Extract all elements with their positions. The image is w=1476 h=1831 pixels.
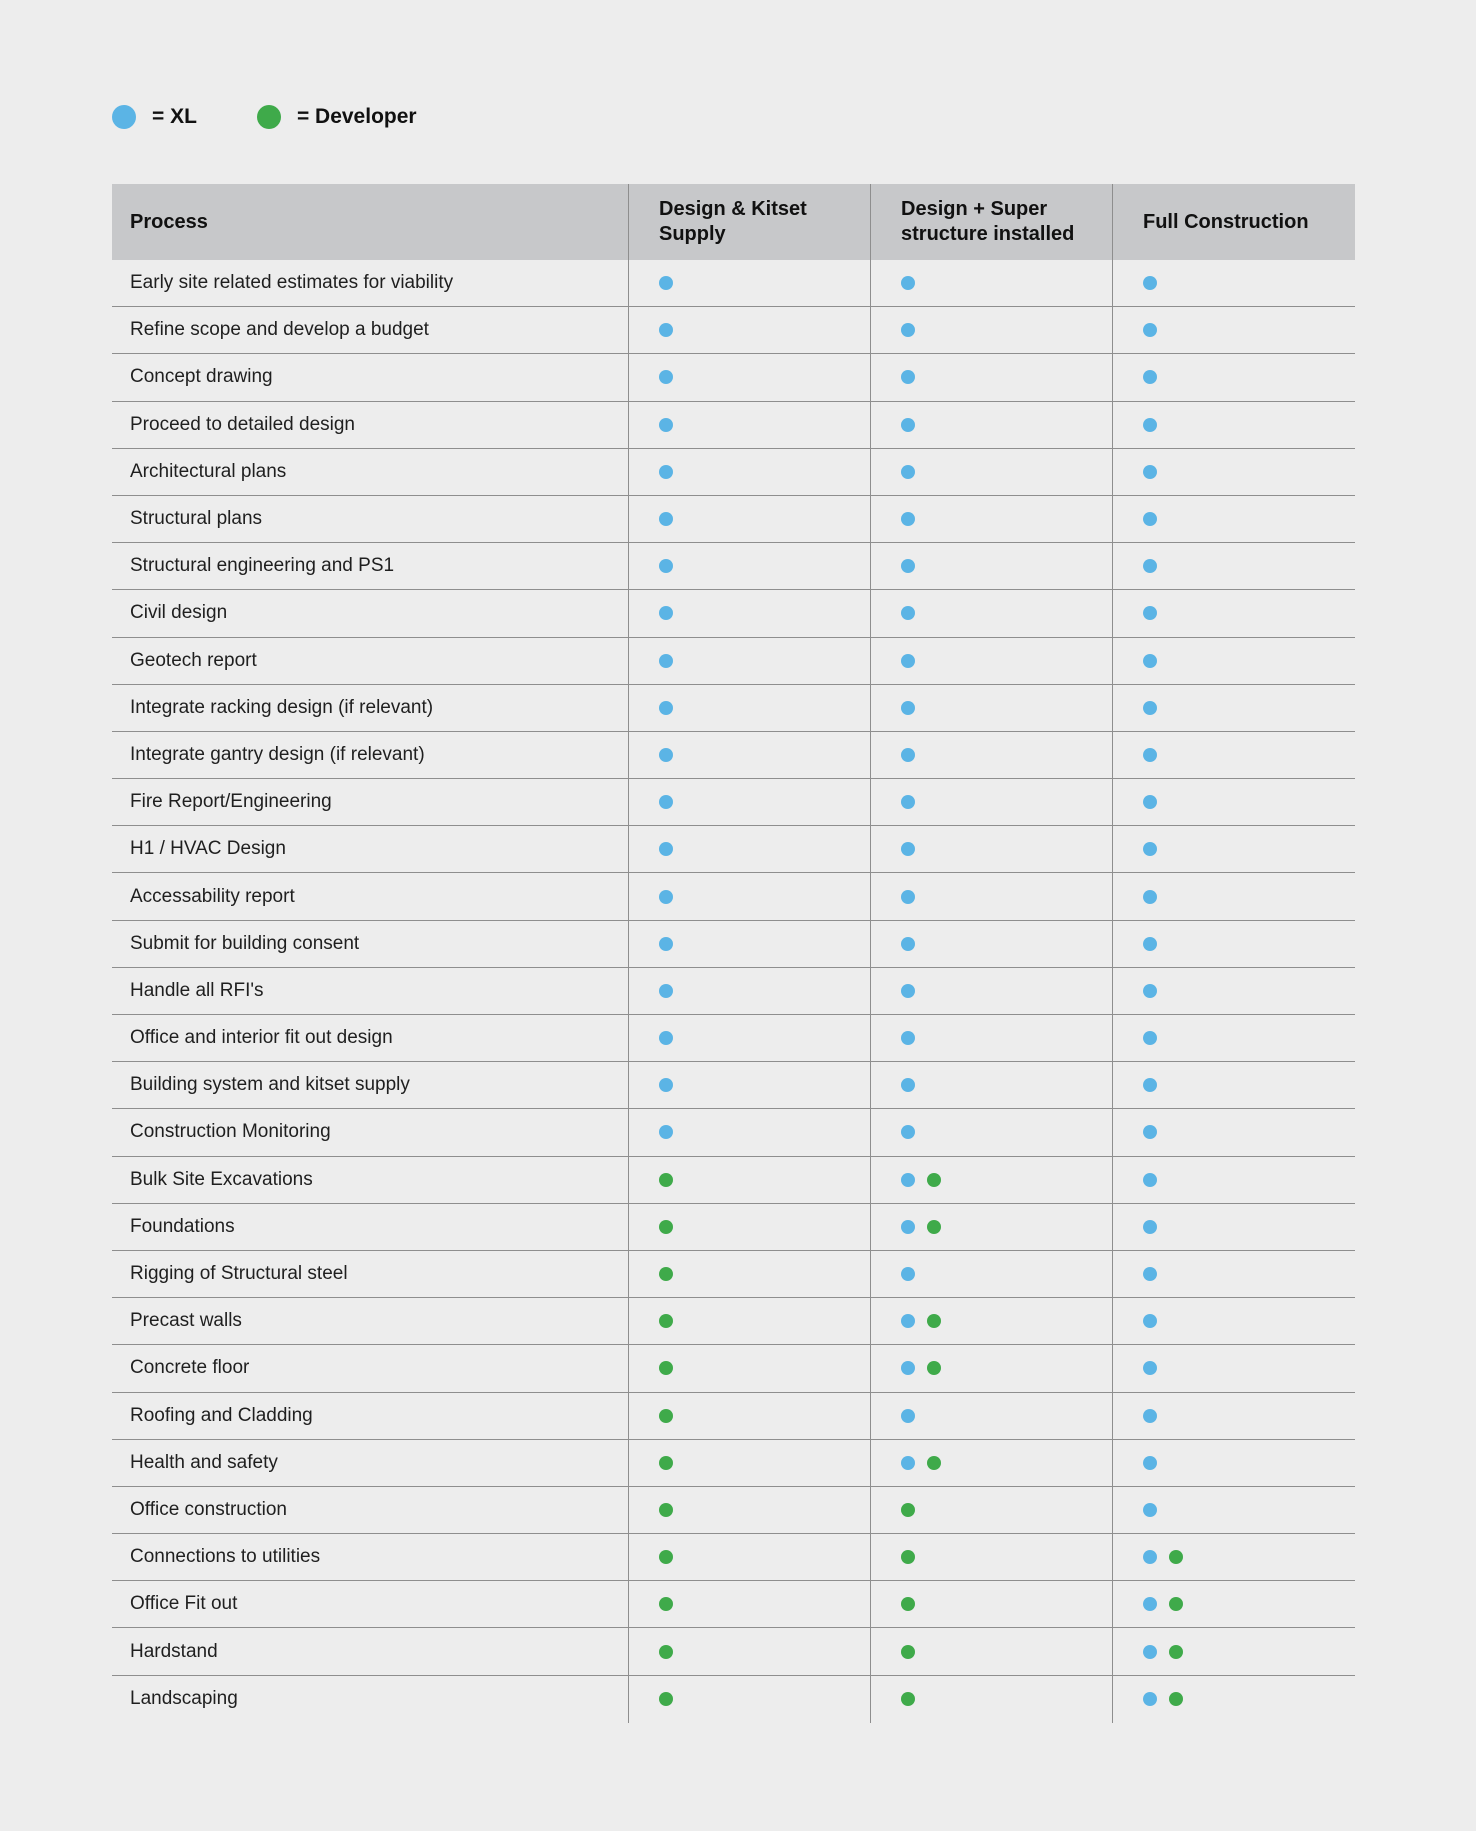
marker-cell: [870, 685, 1112, 731]
blue-dot-icon: [901, 1314, 915, 1328]
legend-label: = Developer: [296, 105, 417, 128]
blue-dot-icon: [659, 1031, 673, 1045]
table-row: [112, 779, 1355, 826]
table-row: [112, 1251, 1355, 1298]
marker-cell: [870, 826, 1112, 872]
blue-dot-icon: [901, 1125, 915, 1139]
marker-cell: [870, 1062, 1112, 1108]
table-row: [112, 1487, 1355, 1534]
blue-dot-icon: [901, 748, 915, 762]
blue-dot-icon: [1143, 1361, 1157, 1375]
marker-cell: [1112, 1204, 1355, 1250]
blue-dot-icon: [659, 606, 673, 620]
blue-dot-icon: [901, 1173, 915, 1187]
marker-cell: [1112, 354, 1355, 400]
process-cell: Architectural plans: [130, 460, 287, 482]
marker-cell: [1112, 1345, 1355, 1391]
marker-cell: [870, 968, 1112, 1014]
process-cell: Structural plans: [130, 508, 263, 530]
marker-cell: [628, 732, 870, 778]
green-dot-icon: [927, 1314, 941, 1328]
green-dot-icon: [257, 105, 281, 129]
process-cell: Construction Monitoring: [130, 1121, 331, 1143]
header-process: Process: [130, 210, 208, 233]
marker-cell: [870, 1157, 1112, 1203]
blue-dot-icon: [1143, 465, 1157, 479]
marker-cell: [628, 307, 870, 353]
green-dot-icon: [901, 1503, 915, 1517]
blue-dot-icon: [1143, 842, 1157, 856]
blue-dot-icon: [901, 1031, 915, 1045]
blue-dot-icon: [659, 937, 673, 951]
green-dot-icon: [659, 1550, 673, 1564]
table-row: [112, 307, 1355, 354]
blue-dot-icon: [659, 984, 673, 998]
green-dot-icon: [1169, 1597, 1183, 1611]
marker-cell: [870, 873, 1112, 919]
marker-cell: [628, 1157, 870, 1203]
marker-cell: [628, 638, 870, 684]
marker-cell: [628, 1345, 870, 1391]
green-dot-icon: [1169, 1692, 1183, 1706]
blue-dot-icon: [901, 370, 915, 384]
blue-dot-icon: [659, 512, 673, 526]
marker-cell: [628, 590, 870, 636]
marker-cell: [870, 1204, 1112, 1250]
process-cell: Office Fit out: [130, 1593, 238, 1615]
table-row: [112, 449, 1355, 496]
marker-cell: [870, 402, 1112, 448]
blue-dot-icon: [901, 512, 915, 526]
table-row: [112, 1345, 1355, 1392]
marker-cell: [1112, 1676, 1355, 1723]
marker-cell: [870, 779, 1112, 825]
blue-dot-icon: [1143, 654, 1157, 668]
marker-cell: [628, 543, 870, 589]
marker-cell: [870, 1015, 1112, 1061]
table-row: [112, 1157, 1355, 1204]
green-dot-icon: [659, 1692, 673, 1706]
marker-cell: [870, 1581, 1112, 1627]
marker-cell: [628, 1440, 870, 1486]
blue-dot-icon: [901, 606, 915, 620]
blue-dot-icon: [901, 654, 915, 668]
process-cell: Building system and kitset supply: [130, 1074, 410, 1096]
process-cell: H1 / HVAC Design: [130, 838, 286, 860]
marker-cell: [870, 590, 1112, 636]
green-dot-icon: [659, 1361, 673, 1375]
process-cell: Health and safety: [130, 1451, 278, 1473]
marker-cell: [628, 1393, 870, 1439]
marker-cell: [628, 496, 870, 542]
table-row: [112, 1581, 1355, 1628]
marker-cell: [870, 1251, 1112, 1297]
marker-cell: [870, 543, 1112, 589]
blue-dot-icon: [1143, 323, 1157, 337]
process-cell: Early site related estimates for viability: [130, 272, 454, 294]
marker-cell: [870, 307, 1112, 353]
marker-cell: [1112, 1628, 1355, 1674]
blue-dot-icon: [1143, 1078, 1157, 1092]
table-row: [112, 1298, 1355, 1345]
marker-cell: [628, 1298, 870, 1344]
marker-cell: [870, 1298, 1112, 1344]
process-cell: Hardstand: [130, 1640, 218, 1662]
blue-dot-icon: [1143, 1692, 1157, 1706]
header-design-super-structure: Design + Super structure installed: [870, 184, 1112, 260]
blue-dot-icon: [1143, 1267, 1157, 1281]
marker-cell: [1112, 921, 1355, 967]
blue-dot-icon: [901, 276, 915, 290]
blue-dot-icon: [1143, 748, 1157, 762]
process-cell: Accessability report: [130, 885, 295, 907]
table-row: [112, 1628, 1355, 1675]
green-dot-icon: [901, 1597, 915, 1611]
marker-cell: [1112, 1062, 1355, 1108]
marker-cell: [628, 1581, 870, 1627]
green-dot-icon: [1169, 1550, 1183, 1564]
green-dot-icon: [927, 1173, 941, 1187]
marker-cell: [870, 921, 1112, 967]
legend-item-xl: [112, 105, 197, 129]
marker-cell: [1112, 496, 1355, 542]
blue-dot-icon: [901, 842, 915, 856]
table-row: [112, 685, 1355, 732]
blue-dot-icon: [901, 795, 915, 809]
blue-dot-icon: [901, 1267, 915, 1281]
blue-dot-icon: [901, 937, 915, 951]
blue-dot-icon: [1143, 1409, 1157, 1423]
process-table: [112, 184, 1355, 1723]
blue-dot-icon: [1143, 1173, 1157, 1187]
process-cell: Connections to utilities: [130, 1546, 321, 1568]
table-row: [112, 732, 1355, 779]
marker-cell: [628, 1676, 870, 1723]
blue-dot-icon: [1143, 1503, 1157, 1517]
green-dot-icon: [901, 1645, 915, 1659]
table-row: [112, 1062, 1355, 1109]
marker-cell: [1112, 779, 1355, 825]
green-dot-icon: [659, 1409, 673, 1423]
table-row: [112, 1393, 1355, 1440]
legend-item-developer: [257, 105, 417, 129]
process-cell: Submit for building consent: [130, 932, 360, 954]
marker-cell: [1112, 1157, 1355, 1203]
blue-dot-icon: [901, 1456, 915, 1470]
marker-cell: [628, 921, 870, 967]
marker-cell: [870, 1487, 1112, 1533]
blue-dot-icon: [901, 1078, 915, 1092]
process-cell: Geotech report: [130, 649, 257, 671]
table-row: [112, 543, 1355, 590]
blue-dot-icon: [1143, 559, 1157, 573]
marker-cell: [628, 968, 870, 1014]
process-cell: Structural engineering and PS1: [130, 555, 395, 577]
green-dot-icon: [659, 1597, 673, 1611]
marker-cell: [628, 260, 870, 306]
blue-dot-icon: [659, 701, 673, 715]
green-dot-icon: [927, 1361, 941, 1375]
marker-cell: [1112, 685, 1355, 731]
green-dot-icon: [901, 1692, 915, 1706]
table-row: [112, 1440, 1355, 1487]
marker-cell: [628, 1109, 870, 1155]
green-dot-icon: [659, 1645, 673, 1659]
process-cell: Bulk Site Excavations: [130, 1168, 313, 1190]
process-cell: Roofing and Cladding: [130, 1404, 313, 1426]
marker-cell: [628, 779, 870, 825]
table-body: [112, 260, 1355, 1723]
green-dot-icon: [659, 1456, 673, 1470]
process-cell: Civil design: [130, 602, 228, 624]
blue-dot-icon: [659, 842, 673, 856]
blue-dot-icon: [1143, 1597, 1157, 1611]
green-dot-icon: [659, 1220, 673, 1234]
table-row: [112, 826, 1355, 873]
marker-cell: [870, 1628, 1112, 1674]
marker-cell: [1112, 873, 1355, 919]
table-row: [112, 638, 1355, 685]
marker-cell: [628, 354, 870, 400]
green-dot-icon: [927, 1456, 941, 1470]
process-cell: Proceed to detailed design: [130, 413, 355, 435]
process-cell: Foundations: [130, 1215, 235, 1237]
blue-dot-icon: [1143, 1220, 1157, 1234]
green-dot-icon: [901, 1550, 915, 1564]
legend: [112, 104, 477, 130]
blue-dot-icon: [901, 1220, 915, 1234]
green-dot-icon: [659, 1267, 673, 1281]
blue-dot-icon: [1143, 606, 1157, 620]
process-cell: Integrate racking design (if relevant): [130, 696, 434, 718]
table-row: [112, 1534, 1355, 1581]
marker-cell: [1112, 1534, 1355, 1580]
marker-cell: [1112, 638, 1355, 684]
marker-cell: [1112, 543, 1355, 589]
marker-cell: [1112, 1251, 1355, 1297]
marker-cell: [628, 685, 870, 731]
process-cell: Landscaping: [130, 1688, 238, 1710]
marker-cell: [628, 1628, 870, 1674]
table-row: [112, 590, 1355, 637]
marker-cell: [1112, 1015, 1355, 1061]
process-cell: Office construction: [130, 1498, 288, 1520]
green-dot-icon: [659, 1173, 673, 1187]
marker-cell: [1112, 307, 1355, 353]
marker-cell: [870, 1534, 1112, 1580]
blue-dot-icon: [659, 890, 673, 904]
marker-cell: [870, 638, 1112, 684]
blue-dot-icon: [659, 1125, 673, 1139]
marker-cell: [628, 1015, 870, 1061]
table-row: [112, 1109, 1355, 1156]
table-row: [112, 921, 1355, 968]
blue-dot-icon: [659, 559, 673, 573]
marker-cell: [628, 826, 870, 872]
blue-dot-icon: [1143, 701, 1157, 715]
blue-dot-icon: [901, 701, 915, 715]
marker-cell: [628, 402, 870, 448]
table-row: [112, 1676, 1355, 1723]
table-row: [112, 260, 1355, 307]
marker-cell: [628, 1062, 870, 1108]
table-row: [112, 873, 1355, 920]
blue-dot-icon: [901, 418, 915, 432]
marker-cell: [870, 260, 1112, 306]
marker-cell: [1112, 1440, 1355, 1486]
table-row: [112, 354, 1355, 401]
green-dot-icon: [1169, 1645, 1183, 1659]
marker-cell: [1112, 590, 1355, 636]
blue-dot-icon: [1143, 1314, 1157, 1328]
marker-cell: [628, 1204, 870, 1250]
blue-dot-icon: [1143, 795, 1157, 809]
blue-dot-icon: [1143, 1125, 1157, 1139]
marker-cell: [870, 1440, 1112, 1486]
marker-cell: [1112, 1581, 1355, 1627]
process-cell: Refine scope and develop a budget: [130, 319, 429, 341]
marker-cell: [628, 1534, 870, 1580]
table-row: [112, 968, 1355, 1015]
blue-dot-icon: [659, 748, 673, 762]
marker-cell: [1112, 260, 1355, 306]
marker-cell: [870, 1393, 1112, 1439]
blue-dot-icon: [659, 370, 673, 384]
marker-cell: [1112, 1487, 1355, 1533]
blue-dot-icon: [1143, 937, 1157, 951]
marker-cell: [870, 732, 1112, 778]
header-design-kitset-supply: Design & Kitset Supply: [628, 184, 870, 260]
blue-dot-icon: [901, 323, 915, 337]
marker-cell: [870, 1676, 1112, 1723]
table-row: [112, 1204, 1355, 1251]
marker-cell: [628, 873, 870, 919]
marker-cell: [1112, 1393, 1355, 1439]
table-row: [112, 1015, 1355, 1062]
marker-cell: [1112, 1298, 1355, 1344]
marker-cell: [628, 449, 870, 495]
blue-dot-icon: [1143, 418, 1157, 432]
marker-cell: [1112, 732, 1355, 778]
blue-dot-icon: [1143, 1645, 1157, 1659]
process-cell: Precast walls: [130, 1310, 242, 1332]
blue-dot-icon: [659, 418, 673, 432]
blue-dot-icon: [1143, 890, 1157, 904]
blue-dot-icon: [1143, 984, 1157, 998]
blue-dot-icon: [659, 795, 673, 809]
marker-cell: [1112, 402, 1355, 448]
table-row: [112, 402, 1355, 449]
blue-dot-icon: [1143, 276, 1157, 290]
legend-label: = XL: [152, 105, 197, 128]
table-header: [112, 184, 1355, 260]
process-cell: Fire Report/Engineering: [130, 791, 332, 813]
green-dot-icon: [659, 1503, 673, 1517]
blue-dot-icon: [1143, 512, 1157, 526]
blue-dot-icon: [901, 1409, 915, 1423]
blue-dot-icon: [659, 323, 673, 337]
blue-dot-icon: [1143, 1550, 1157, 1564]
blue-dot-icon: [901, 559, 915, 573]
marker-cell: [870, 449, 1112, 495]
green-dot-icon: [659, 1314, 673, 1328]
marker-cell: [628, 1251, 870, 1297]
blue-dot-icon: [1143, 1031, 1157, 1045]
process-cell: Concrete floor: [130, 1357, 250, 1379]
marker-cell: [1112, 826, 1355, 872]
process-cell: Rigging of Structural steel: [130, 1263, 348, 1285]
process-cell: Office and interior fit out design: [130, 1027, 393, 1049]
blue-dot-icon: [901, 465, 915, 479]
green-dot-icon: [927, 1220, 941, 1234]
blue-dot-icon: [1143, 1456, 1157, 1470]
marker-cell: [870, 496, 1112, 542]
process-cell: Handle all RFI's: [130, 979, 264, 1001]
blue-dot-icon: [659, 276, 673, 290]
marker-cell: [1112, 1109, 1355, 1155]
blue-dot-icon: [659, 1078, 673, 1092]
marker-cell: [870, 1345, 1112, 1391]
blue-dot-icon: [659, 465, 673, 479]
marker-cell: [628, 1487, 870, 1533]
table-row: [112, 496, 1355, 543]
marker-cell: [1112, 968, 1355, 1014]
marker-cell: [870, 354, 1112, 400]
blue-dot-icon: [901, 890, 915, 904]
header-full-construction: Full Construction: [1112, 184, 1355, 260]
blue-dot-icon: [659, 654, 673, 668]
marker-cell: [1112, 449, 1355, 495]
marker-cell: [870, 1109, 1112, 1155]
blue-dot-icon: [901, 1361, 915, 1375]
blue-dot-icon: [1143, 370, 1157, 384]
blue-dot-icon: [901, 984, 915, 998]
process-cell: Integrate gantry design (if relevant): [130, 743, 425, 765]
blue-dot-icon: [112, 105, 136, 129]
process-cell: Concept drawing: [130, 366, 273, 388]
